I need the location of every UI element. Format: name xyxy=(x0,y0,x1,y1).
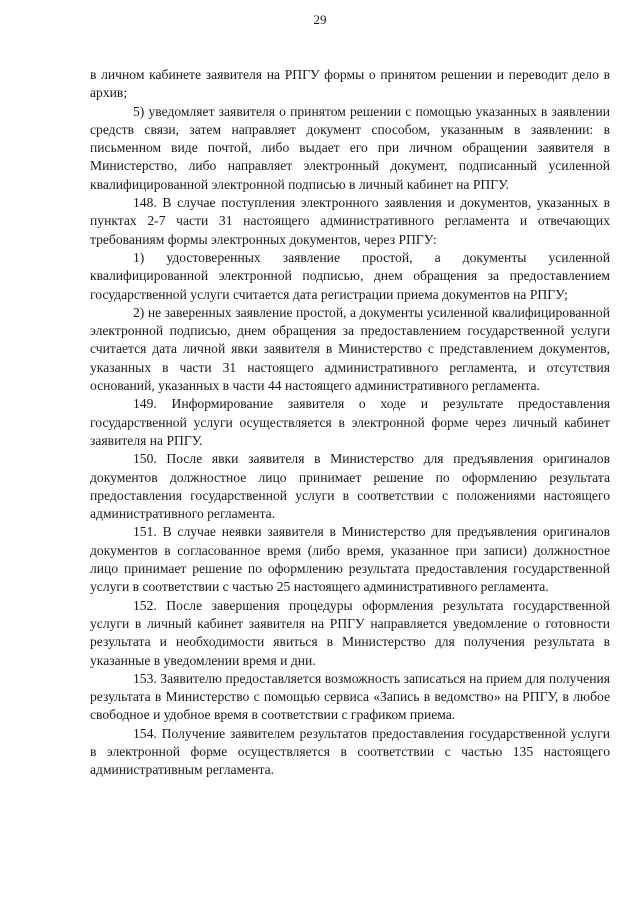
paragraph-153: 153. Заявителю предоставляется возможность записаться на прием для получения результата в Министерство с помощью сервиса «Запись в ведомство» на РПГУ, в любое свободное и удобное время в соответствии с графиком приема. xyxy=(90,670,610,723)
paragraph-148: 148. В случае поступления электронного заявления и документов, указанных в пунктах 2-7 части 31 настоящего административного регламента и отвечающих требованиям формы электронных документов, через РПГУ: xyxy=(90,195,610,247)
paragraph-150: 150. После явки заявителя в Министерство для предъявления оригиналов документов должностное лицо принимает решение по оформлению результата предоставления государственной услуги в соответствии с положениями настоящего административного регламента. xyxy=(90,451,610,522)
page-number: 29 xyxy=(313,12,327,27)
paragraph-item-5: 5) уведомляет заявителя о принятом решении с помощью указанных в заявлении средств связи, затем направляет документ способом, указанным в заявлении: в письменном виде почтой, либо выдает его при личном обращении заявителя в Министерство, либо направляет электронный документ, подписанный усиленной квалифицированной электронной подписью в личный кабинет на РПГУ. xyxy=(90,103,610,192)
paragraph-151: 151. В случае неявки заявителя в Министерство для предъявления оригиналов документов в согласованное время (либо время, указанное при записи) должностное лицо принимает решение по оформлению результата предоставления государственной услуги в соответствии с частью 25 настоящего административного регламента. xyxy=(90,524,610,595)
paragraph-152: 152. После завершения процедуры оформления результата государственной услуги в личный кабинет заявителя на РПГУ направляется уведомление о готовности результата и необходимости явиться в Министерство для получения результата в указанные в уведомлении время и дни. xyxy=(90,597,610,668)
paragraph-148-item-2: 2) не заверенных заявление простой, а документы усиленной квалифицированной электронной подписью, днем обращения за предоставлением государственной услуги считается дата личной явки заявителя в Министерство с представлением документов, указанных в части 31 настоящего административного регламента, и отсутствия оснований, указанных в части 44 настоящего административного регламента. xyxy=(90,304,610,394)
paragraph-154: 154. Получение заявителем результатов предоставления государственной услуги в электронной форме осуществляется в соответствии с частью 135 настоящего административным регламента. xyxy=(90,725,610,778)
document-body xyxy=(90,66,610,780)
paragraph-148-item-1: 1) удостоверенных заявление простой, а документы усиленной квалифицированной электронной подписью, днем обращения за предоставлением государственной услуги считается дата регистрации приема документов на РПГУ; xyxy=(90,249,610,302)
paragraph-continuation: в личном кабинете заявителя на РПГУ формы о принятом решении и переводит дело в архив; xyxy=(90,67,610,101)
paragraph-149: 149. Информирование заявителя о ходе и результате предоставления государственной услуги осуществляется в электронной форме через личный кабинет заявителя на РПГУ. xyxy=(90,396,610,448)
